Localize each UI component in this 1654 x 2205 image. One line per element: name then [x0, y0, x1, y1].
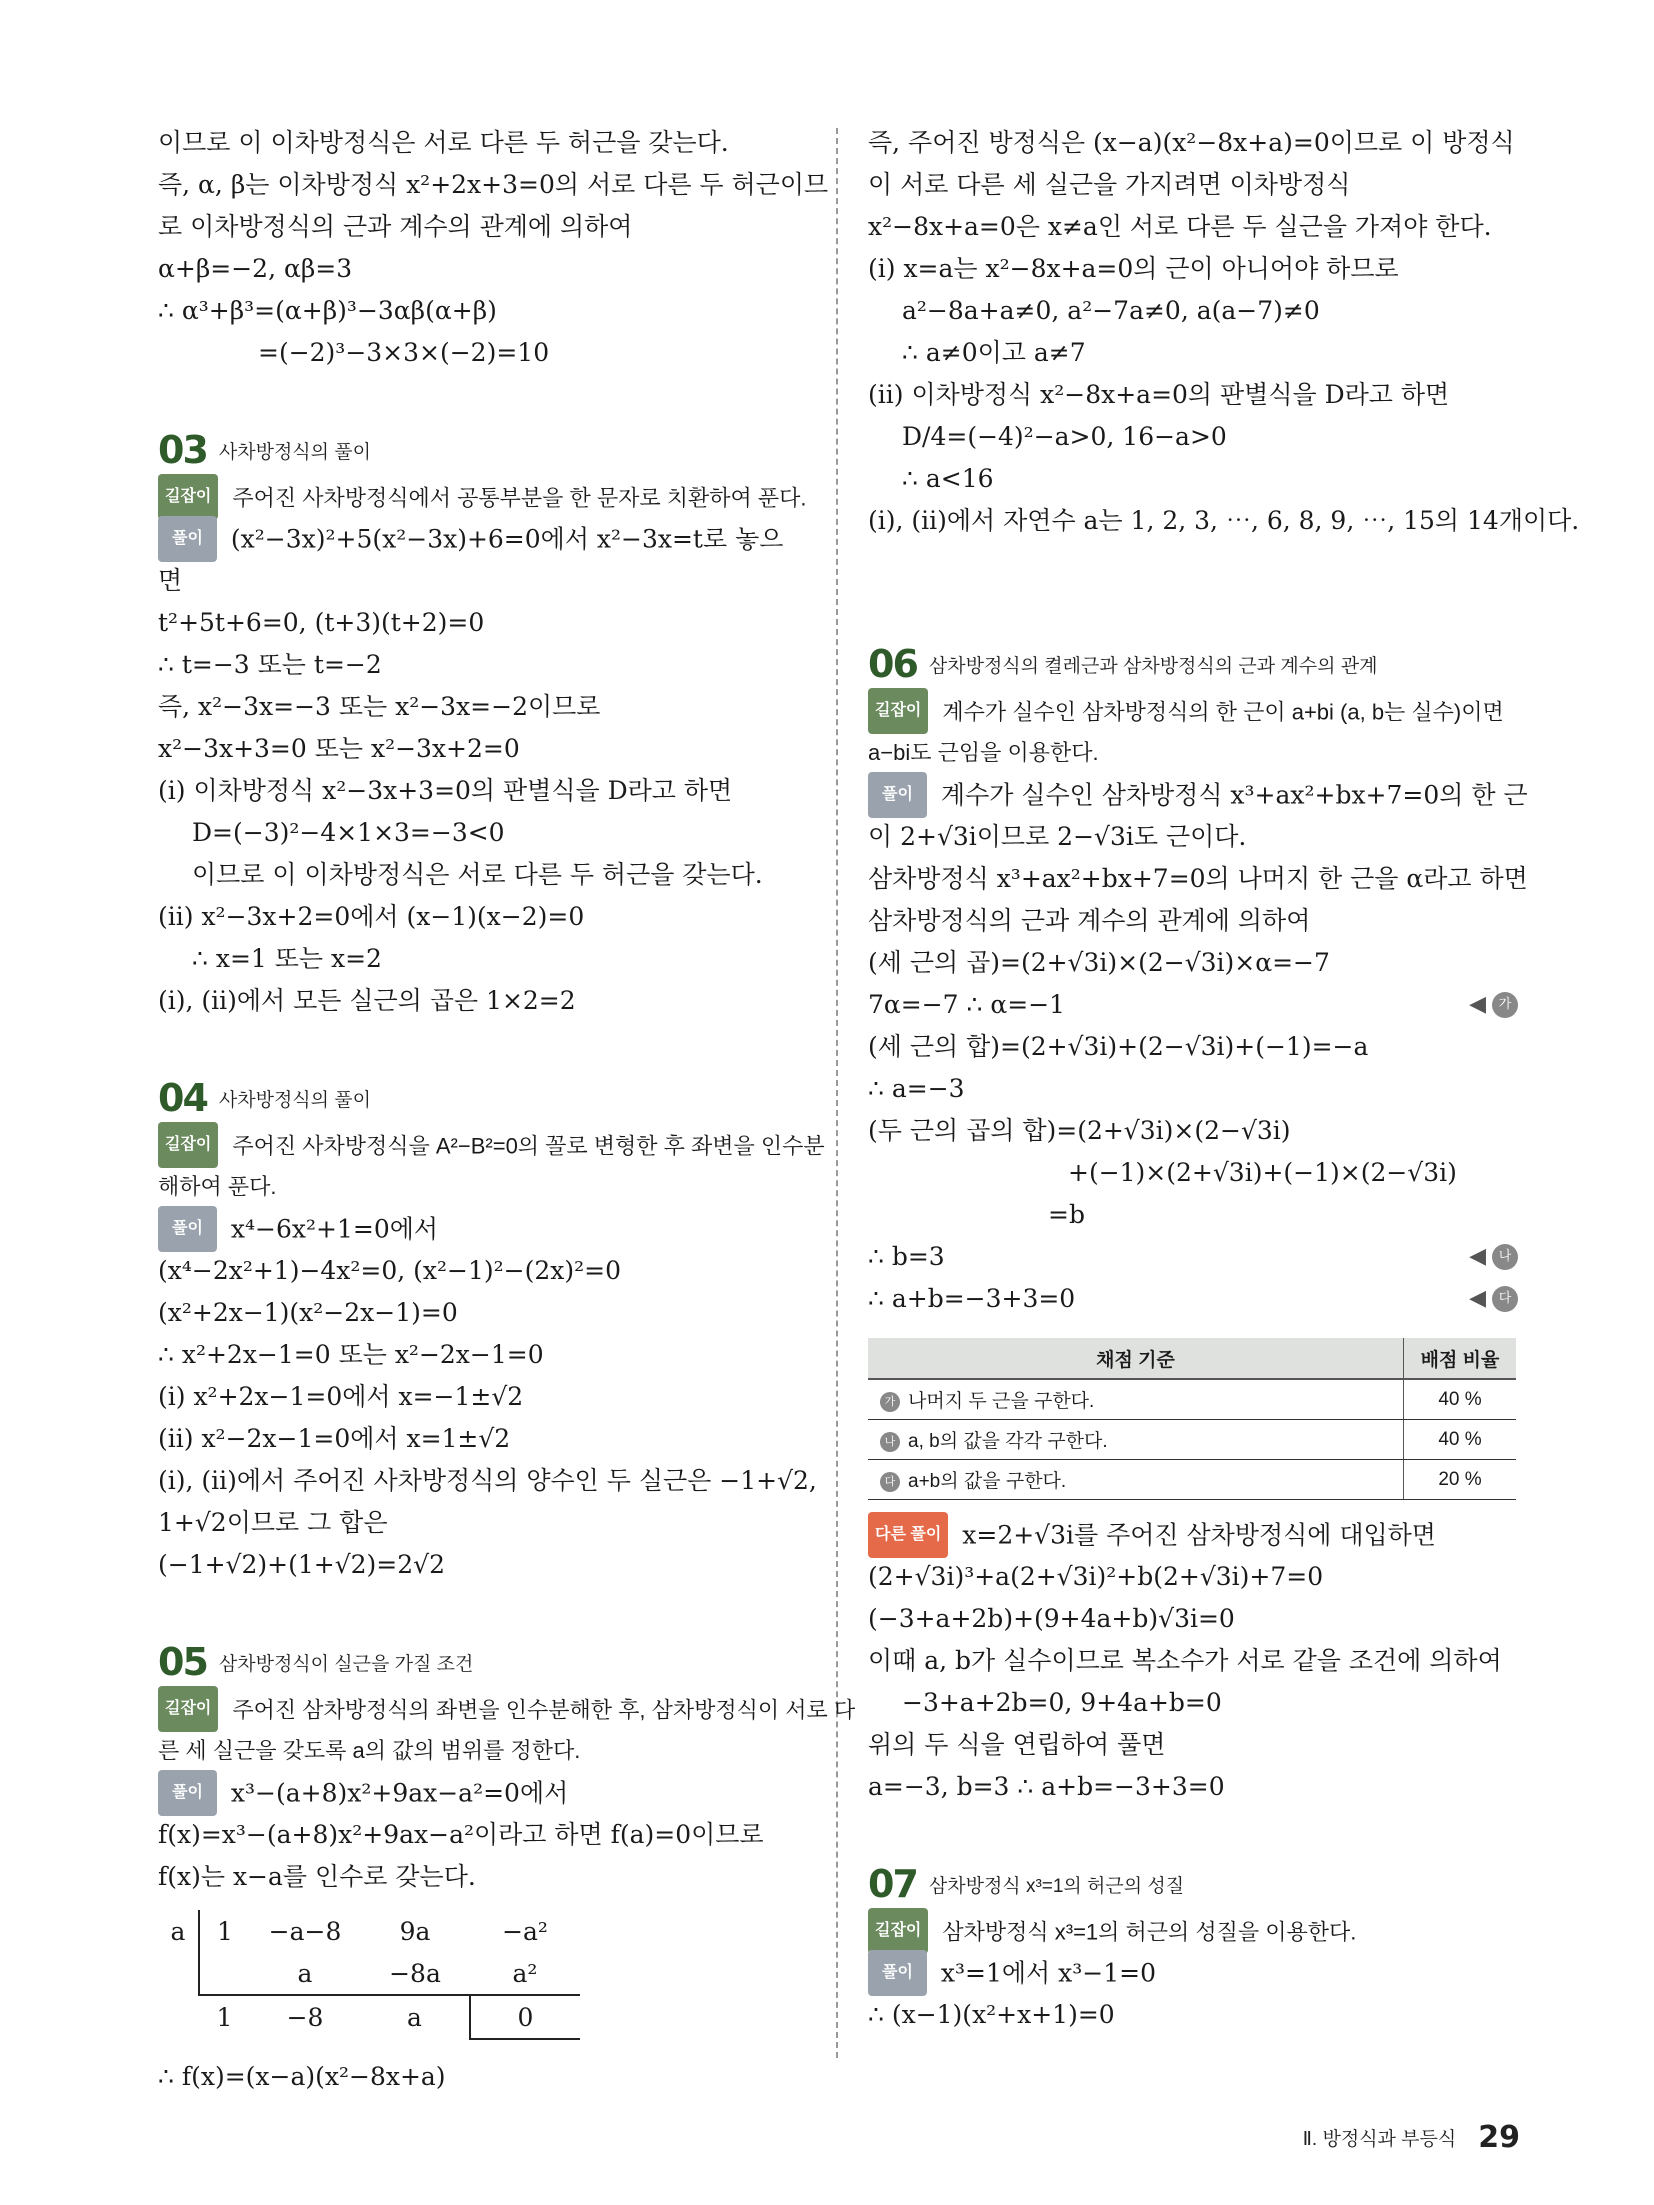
section-number: 05 [158, 1640, 207, 1684]
text-line: (세 근의 곱)=(2+√3i)×(2−√3i)×α=−7 [868, 948, 1330, 977]
section-number: 07 [868, 1862, 917, 1906]
text-line: D/4=(−4)²−a>0, 16−a>0 [902, 422, 1227, 451]
text-line: 7α=−7 ∴ α=−1 [868, 990, 1066, 1019]
text-line: (x²+2x−1)(x²−2x−1)=0 [158, 1298, 458, 1327]
synth-cell: −8a [360, 1952, 470, 1995]
page-footer [1303, 2120, 1520, 2155]
synth-remainder: 0 [470, 1995, 580, 2039]
section-number: 03 [158, 428, 207, 472]
text-line: 이 서로 다른 세 실근을 가지려면 이차방정식 [868, 170, 1351, 199]
guide-text: 주어진 사차방정식을 A²−B²=0의 꼴로 변형한 후 좌변을 인수분 [232, 1133, 825, 1159]
solution-tag: 풀이 [868, 1950, 927, 1996]
synth-cell: 1 [216, 2003, 233, 2032]
text-line: (−3+a+2b)+(9+4a+b)√3i=0 [868, 1604, 1235, 1633]
text-line: (−1+√2)+(1+√2)=2√2 [158, 1550, 445, 1579]
text-line: (세 근의 합)=(2+√3i)+(2−√3i)+(−1)=−a [868, 1032, 1369, 1061]
text-line: (i) x²+2x−1=0에서 x=−1±√2 [158, 1382, 524, 1411]
synth-cell: 1 [217, 1916, 233, 1946]
text-line: x³=1에서 x³−1=0 [940, 1958, 1156, 1988]
solution-tag: 풀이 [158, 1206, 217, 1252]
text-line: (i), (ii)에서 주어진 사차방정식의 양수인 두 실근은 −1+√2, [158, 1466, 817, 1495]
guide-tag: 길잡이 [158, 1122, 218, 1168]
text-line: α+β=−2, αβ=3 [158, 254, 353, 283]
text-line: a²−8a+a≠0, a²−7a≠0, a(a−7)≠0 [902, 296, 1320, 325]
text-line: x⁴−6x²+1=0에서 [230, 1214, 439, 1244]
table-row [868, 1420, 1516, 1460]
text-line: ∴ α³+β³=(α+β)³−3αβ(α+β) [158, 296, 497, 325]
text-line: 계수가 실수인 삼차방정식 x³+ax²+bx+7=0의 한 근 [940, 780, 1528, 810]
guide-text: 삼차방정식 x³=1의 허근의 성질을 이용한다. [942, 1919, 1357, 1945]
guide-tag: 길잡이 [868, 1908, 928, 1954]
section-number: 06 [868, 642, 917, 686]
section-title: 사차방정식의 풀이 [218, 1089, 372, 1111]
criteria-text: a+b의 값을 구한다. [908, 1471, 1067, 1492]
text-line: −3+a+2b=0, 9+4a+b=0 [902, 1688, 1222, 1717]
text-line: ∴ f(x)=(x−a)(x²−8x+a) [158, 2062, 446, 2091]
section-05-header [158, 1636, 808, 1688]
criteria-mark: 다 [880, 1472, 900, 1492]
text-line: f(x)=x³−(a+8)x²+9ax−a²이라고 하면 f(a)=0이므로 [158, 1820, 764, 1849]
grading-table [868, 1338, 1516, 1500]
table-row [868, 1379, 1516, 1420]
step-marker-na: ◀ 나 [1469, 1236, 1518, 1278]
text-line: (2+√3i)³+a(2+√3i)²+b(2+√3i)+7=0 [868, 1562, 1324, 1591]
synthetic-division [158, 1910, 580, 2040]
text-line: +(−1)×(2+√3i)+(−1)×(2−√3i) [1068, 1158, 1457, 1187]
synth-cell: −8 [286, 2003, 324, 2032]
text-line: x³−(a+8)x²+9ax−a²=0에서 [230, 1778, 569, 1808]
text-line: (ii) x²−2x−1=0에서 x=1±√2 [158, 1424, 511, 1453]
solution-tag: 풀이 [158, 1770, 217, 1816]
section-title: 사차방정식의 풀이 [218, 441, 372, 463]
text-line: ∴ x²+2x−1=0 또는 x²−2x−1=0 [158, 1340, 544, 1369]
text-line: 이므로 이 이차방정식은 서로 다른 두 허근을 갖는다. [158, 128, 729, 157]
synth-root: a [158, 1910, 199, 1952]
section-number: 04 [158, 1076, 207, 1120]
grade-header-ratio: 배점 비율 [1404, 1338, 1517, 1379]
synth-cell [199, 1952, 250, 1995]
text-line: (ii) x²−3x+2=0에서 (x−1)(x−2)=0 [158, 902, 585, 931]
text-line: ∴ b=3 [868, 1242, 945, 1271]
section-title: 삼차방정식의 켤레근과 삼차방정식의 근과 계수의 관계 [928, 655, 1378, 677]
section-title: 삼차방정식 x³=1의 허근의 성질 [928, 1875, 1185, 1897]
text-line: 즉, α, β는 이차방정식 x²+2x+3=0의 서로 다른 두 허근이므 [158, 170, 829, 199]
left-column [158, 122, 856, 2098]
grade-header-criteria: 채점 기준 [868, 1338, 1404, 1379]
criteria-mark: 나 [880, 1432, 900, 1452]
text-line: ∴ a+b=−3+3=0 [868, 1284, 1076, 1313]
text-line: (ii) 이차방정식 x²−8x+a=0의 판별식을 D라고 하면 [868, 380, 1450, 409]
column-divider [836, 128, 838, 2058]
synth-cell: a [250, 1952, 360, 1995]
guide-text: a−bi도 근임을 이용한다. [868, 740, 1099, 765]
text-line: x²−8x+a=0은 x≠a인 서로 다른 두 실근을 가져야 한다. [868, 212, 1492, 241]
guide-tag: 길잡이 [158, 1686, 218, 1732]
criteria-ratio: 40 % [1404, 1420, 1517, 1460]
step-marker-da: ◀ 다 [1469, 1278, 1518, 1320]
text-line: (두 근의 곱의 합)=(2+√3i)×(2−√3i) [868, 1116, 1291, 1145]
section-title: 삼차방정식이 실근을 가질 조건 [218, 1653, 474, 1675]
criteria-mark: 가 [880, 1392, 900, 1412]
text-line: 로 이차방정식의 근과 계수의 관계에 의하여 [158, 212, 633, 241]
text-line: (i), (ii)에서 자연수 a는 1, 2, 3, ⋯, 6, 8, 9, ⋯, 15의 14개이다. [868, 506, 1580, 535]
text-line: ∴ a=−3 [868, 1074, 965, 1103]
text-line: D=(−3)²−4×1×3=−3<0 [192, 818, 505, 847]
text-line: (i), (ii)에서 모든 실근의 곱은 1×2=2 [158, 986, 576, 1015]
guide-text: 른 세 실근을 갖도록 a의 값의 범위를 정한다. [158, 1738, 581, 1763]
text-line: 이므로 이 이차방정식은 서로 다른 두 허근을 갖는다. [192, 860, 763, 889]
synth-cell: a [407, 2003, 422, 2032]
table-row [868, 1460, 1516, 1500]
text-line: (x⁴−2x²+1)−4x²=0, (x²−1)²−(2x)²=0 [158, 1256, 622, 1285]
synth-cell: −a−8 [268, 1916, 342, 1946]
synth-cell: −a² [502, 1916, 548, 1946]
criteria-ratio: 20 % [1404, 1460, 1517, 1500]
section-04-header [158, 1072, 808, 1124]
guide-tag: 길잡이 [868, 688, 928, 734]
text-line: t²+5t+6=0, (t+3)(t+2)=0 [158, 608, 485, 637]
text-line: ∴ a≠0이고 a≠7 [902, 338, 1086, 367]
criteria-text: 나머지 두 근을 구한다. [908, 1391, 1095, 1412]
alt-solution-tag: 다른 풀이 [868, 1512, 948, 1558]
text-line: 이때 a, b가 실수이므로 복소수가 서로 같을 조건에 의하여 [868, 1646, 1502, 1675]
section-03-header [158, 424, 808, 476]
text-line: 1+√2이므로 그 합은 [158, 1508, 388, 1537]
right-column [868, 122, 1580, 2036]
text-line: f(x)는 x−a를 인수로 갖는다. [158, 1862, 476, 1891]
synth-cell: 9a [399, 1916, 431, 1946]
text-line: ∴ x=1 또는 x=2 [192, 944, 382, 973]
guide-text: 주어진 삼차방정식의 좌변을 인수분해한 후, 삼차방정식이 서로 다 [232, 1697, 856, 1723]
text-line: 삼차방정식의 근과 계수의 관계에 의하여 [868, 906, 1311, 935]
solution-tag: 풀이 [868, 772, 927, 818]
text-line: ∴ a<16 [902, 464, 994, 493]
text-line: (i) 이차방정식 x²−3x+3=0의 판별식을 D라고 하면 [158, 776, 733, 805]
guide-text: 주어진 사차방정식에서 공통부분을 한 문자로 치환하여 푼다. [232, 485, 807, 511]
text-line: 즉, 주어진 방정식은 (x−a)(x²−8x+a)=0이므로 이 방정식 [868, 128, 1515, 157]
step-marker-ga: ◀ 가 [1469, 984, 1518, 1026]
synth-cell: a² [470, 1952, 580, 1995]
text-line: 면 [158, 566, 183, 595]
text-line: ∴ (x−1)(x²+x+1)=0 [868, 2000, 1115, 2029]
text-line: 삼차방정식 x³+ax²+bx+7=0의 나머지 한 근을 α라고 하면 [868, 864, 1528, 893]
text-line: 즉, x²−3x=−3 또는 x²−3x=−2이므로 [158, 692, 601, 721]
section-07-header [868, 1858, 1518, 1910]
text-line: (x²−3x)²+5(x²−3x)+6=0에서 x²−3x=t로 놓으 [230, 524, 784, 554]
text-line: a=−3, b=3 ∴ a+b=−3+3=0 [868, 1772, 1225, 1801]
text-line: ∴ t=−3 또는 t=−2 [158, 650, 382, 679]
chapter-label: Ⅱ. 방정식과 부등식 [1302, 2129, 1457, 2150]
text-line: =b [1048, 1200, 1085, 1229]
solution-tag: 풀이 [158, 516, 217, 562]
section-06-header [868, 638, 1518, 690]
text-line: (i) x=a는 x²−8x+a=0의 근이 아니어야 하므로 [868, 254, 1399, 283]
text-line: =(−2)³−3×3×(−2)=10 [258, 338, 550, 367]
criteria-ratio: 40 % [1404, 1379, 1517, 1420]
text-line: x²−3x+3=0 또는 x²−3x+2=0 [158, 734, 520, 763]
text-line: 위의 두 식을 연립하여 풀면 [868, 1730, 1166, 1759]
text-line: x=2+√3i를 주어진 삼차방정식에 대입하면 [962, 1520, 1436, 1550]
criteria-text: a, b의 값을 각각 구한다. [908, 1431, 1108, 1452]
guide-tag: 길잡이 [158, 474, 218, 520]
guide-text: 계수가 실수인 삼차방정식의 한 근이 a+bi (a, b는 실수)이면 [942, 699, 1504, 725]
text-line: 이 2+√3i이므로 2−√3i도 근이다. [868, 822, 1247, 851]
page-number: 29 [1478, 2120, 1520, 2155]
guide-text: 해하여 푼다. [158, 1174, 277, 1199]
